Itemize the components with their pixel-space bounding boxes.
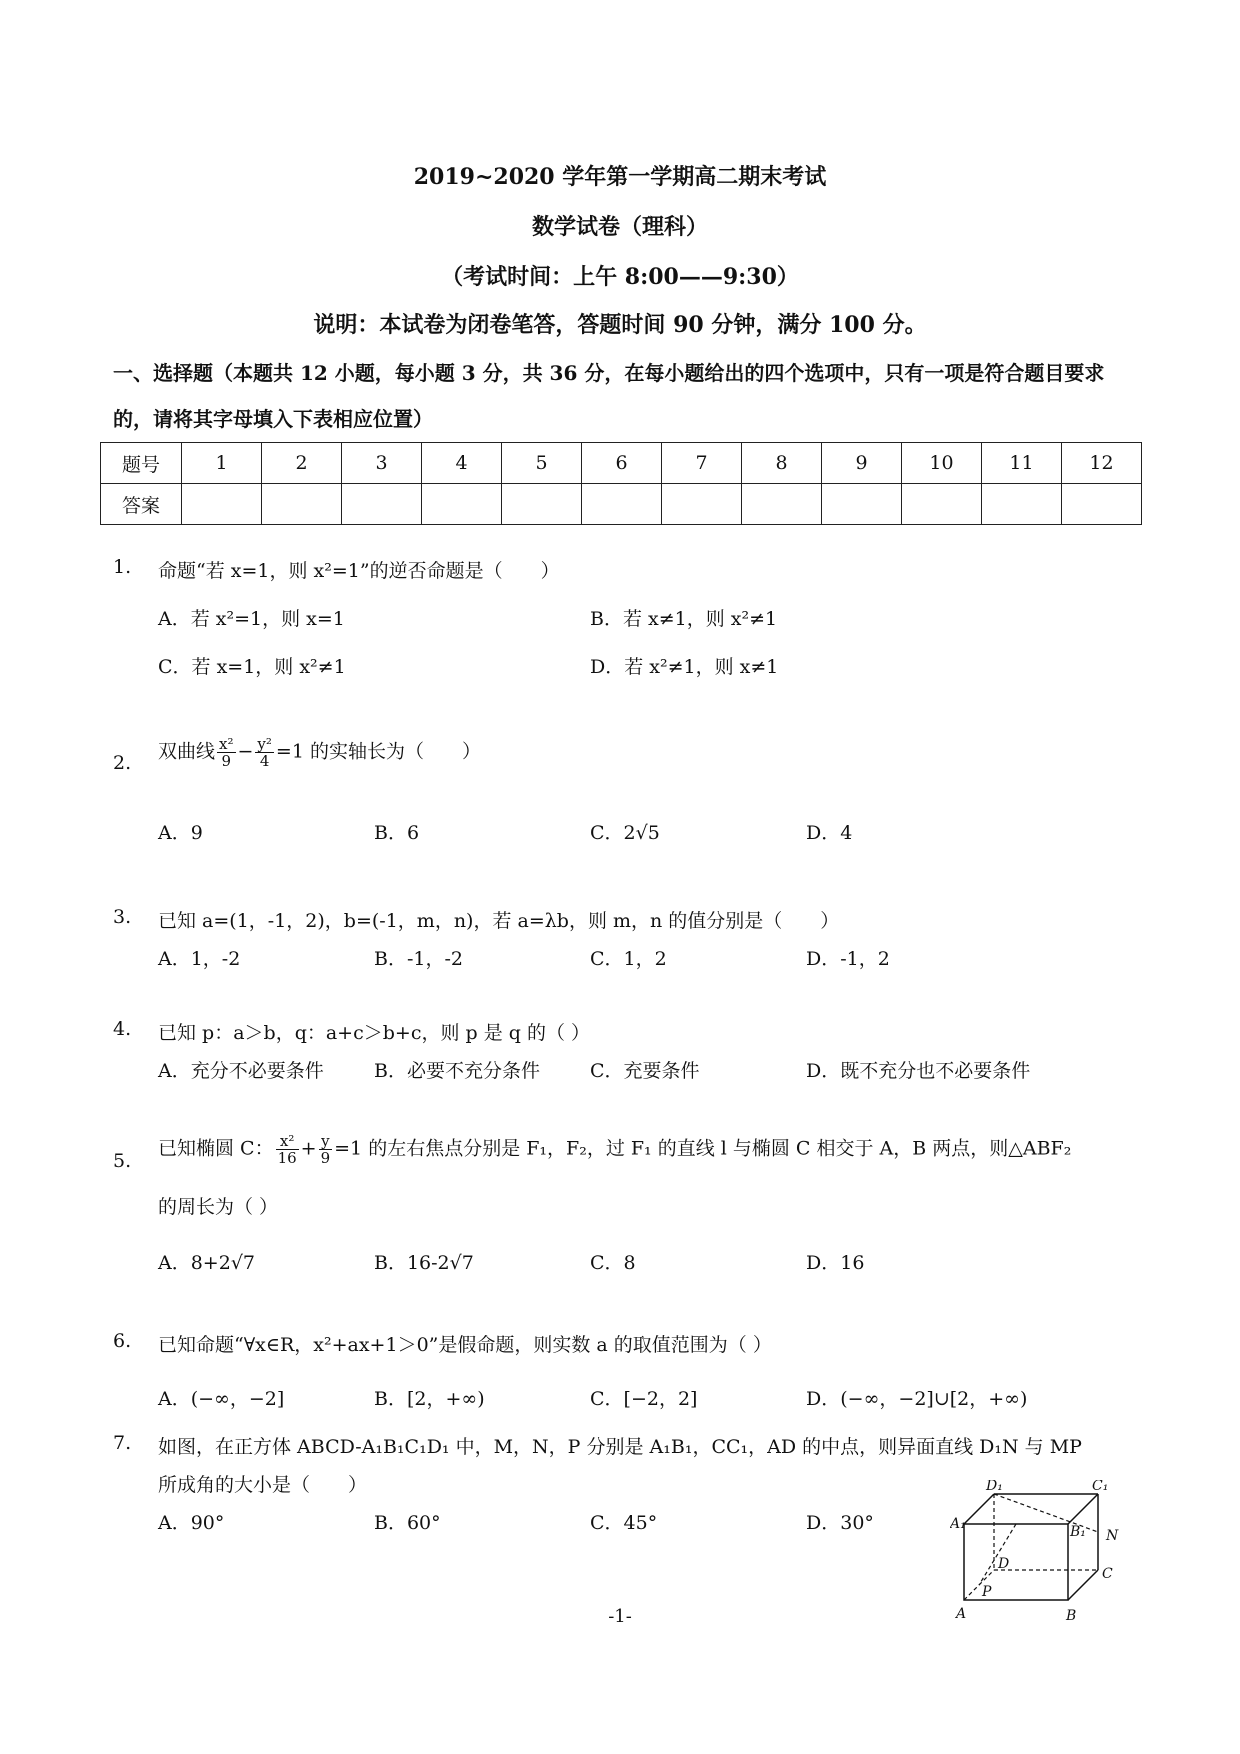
table-row <box>101 443 1142 484</box>
question-number-cell: 11 <box>982 443 1062 484</box>
option-b: B．必要不充分条件 <box>374 1060 540 1082</box>
question-number-cell: 10 <box>902 443 982 484</box>
option-b: B．若 x≠1，则 x²≠1 <box>590 608 778 630</box>
question-number: 7. <box>113 1432 132 1454</box>
option-d: D．既不充分也不必要条件 <box>806 1060 1031 1082</box>
question-number-cell: 1 <box>182 443 262 484</box>
cube-front-face <box>964 1524 1068 1600</box>
question-number: 1. <box>113 556 132 578</box>
label-d: D <box>998 1556 1010 1572</box>
stem-text: 双曲线 <box>158 740 216 763</box>
question-stem <box>158 1133 1071 1166</box>
question-number-cell: 12 <box>1062 443 1142 484</box>
question-number-cell: 6 <box>582 443 662 484</box>
cube-figure <box>950 1480 1130 1625</box>
question-stem: 命题“若 x=1，则 x²=1”的逆否命题是（ ） <box>158 560 560 582</box>
exam-subtitle: 数学试卷（理科） <box>531 214 708 240</box>
option-c: C．8 <box>590 1252 636 1274</box>
segment-mp <box>979 1524 1016 1585</box>
question-number: 4. <box>113 1018 132 1040</box>
option-d: D．4 <box>806 822 853 844</box>
question-number: 3. <box>113 906 132 928</box>
question-stem: 已知 p：a＞b，q：a+c＞b+c，则 p 是 q 的（ ） <box>158 1022 590 1044</box>
numerator: y² <box>257 735 272 753</box>
option-b: B．6 <box>374 822 420 844</box>
option-c: C．1，2 <box>590 948 667 970</box>
option-a: A．1，-2 <box>158 948 241 970</box>
answer-cell[interactable] <box>342 484 422 525</box>
cube-edge <box>1068 1494 1098 1524</box>
operator: + <box>300 1137 317 1160</box>
answer-cell[interactable] <box>902 484 982 525</box>
option-c: C．45° <box>590 1512 658 1534</box>
question-stem-line2: 所成角的大小是（ ） <box>158 1474 368 1496</box>
section-heading: 一、选择题（本题共 12 小题，每小题 3 分，共 36 分，在每小题给出的四个选项中，只有一项是符合题目要求的，请将其字母填入下表相应位置） <box>113 361 1105 431</box>
table-row <box>101 484 1142 525</box>
option-c: C．充要条件 <box>590 1060 700 1082</box>
fraction <box>255 736 274 769</box>
answer-cell[interactable] <box>182 484 262 525</box>
exam-time: （考试时间：上午 8:00——9:30） <box>441 264 799 290</box>
question-stem: 已知 a=(1，-1，2)，b=(-1，m，n)，若 a=λb，则 m，n 的值分别是（ ） <box>158 910 840 932</box>
denominator: 16 <box>277 1149 297 1167</box>
option-d: D．若 x²≠1，则 x≠1 <box>590 656 779 678</box>
cube-edge <box>964 1494 994 1524</box>
row-label: 题号 <box>101 443 182 484</box>
label-b: B <box>1066 1608 1077 1624</box>
cube-edge <box>1068 1570 1098 1600</box>
page-number: -1- <box>608 1606 632 1627</box>
answer-cell[interactable] <box>822 484 902 525</box>
option-a: A．(−∞，−2] <box>158 1388 285 1410</box>
numerator: x² <box>219 735 234 753</box>
answer-cell[interactable] <box>662 484 742 525</box>
answer-cell[interactable] <box>742 484 822 525</box>
question-stem: 已知命题“∀x∈R，x²+ax+1＞0”是假命题，则实数 a 的取值范围为（ ） <box>158 1334 772 1356</box>
option-b: B．-1，-2 <box>374 948 463 970</box>
answer-cell[interactable] <box>262 484 342 525</box>
question-number: 2. <box>113 752 132 774</box>
option-a: A．9 <box>158 822 203 844</box>
question-number-cell: 4 <box>422 443 502 484</box>
stem-text: 已知椭圆 C： <box>158 1137 274 1160</box>
option-d: D．-1，2 <box>806 948 890 970</box>
option-b: B．60° <box>374 1512 441 1534</box>
row-label: 答案 <box>101 484 182 525</box>
label-d1: D₁ <box>986 1480 1003 1494</box>
question-number-cell: 3 <box>342 443 422 484</box>
label-c: C <box>1102 1566 1113 1582</box>
stem-text: =1 的左右焦点分别是 F₁，F₂，过 F₁ 的直线 l 与椭圆 C 相交于 A，B 两点，则△ABF₂ <box>334 1137 1072 1160</box>
option-c: C．若 x=1，则 x²≠1 <box>158 656 346 678</box>
option-a: A．90° <box>158 1512 225 1534</box>
option-c: C．[−2，2] <box>590 1388 698 1410</box>
option-a: A．充分不必要条件 <box>158 1060 324 1082</box>
question-number: 5. <box>113 1150 132 1172</box>
option-d: D．30° <box>806 1512 874 1534</box>
exam-note: 说明：本试卷为闭卷笔答，答题时间 90 分钟，满分 100 分。 <box>313 312 927 338</box>
denominator: 9 <box>221 752 232 770</box>
option-b: B．[2，+∞) <box>374 1388 485 1410</box>
exam-title: 2019~2020 学年第一学期高二期末考试 <box>413 164 827 190</box>
option-b: B．16-2√7 <box>374 1252 474 1274</box>
question-number-cell: 2 <box>262 443 342 484</box>
numerator: x² <box>276 1133 299 1150</box>
answer-cell[interactable] <box>1062 484 1142 525</box>
label-a1: A₁ <box>950 1516 966 1532</box>
answer-cell[interactable] <box>582 484 662 525</box>
fraction <box>217 736 235 769</box>
denominator: 9 <box>320 1149 331 1167</box>
question-stem-line2: 的周长为（ ） <box>158 1196 279 1218</box>
stem-text: =1 的实轴长为（ ） <box>275 740 481 763</box>
answer-cell[interactable] <box>422 484 502 525</box>
question-number-cell: 7 <box>662 443 742 484</box>
denominator: 4 <box>259 752 270 770</box>
option-a: A．若 x²=1，则 x=1 <box>158 608 345 630</box>
question-stem <box>158 736 481 769</box>
answer-table <box>100 442 1142 525</box>
label-a: A <box>956 1606 967 1622</box>
label-b1: B₁ <box>1070 1524 1086 1540</box>
question-number-cell: 8 <box>742 443 822 484</box>
label-p: P <box>982 1584 992 1600</box>
answer-cell[interactable] <box>982 484 1062 525</box>
option-c: C．2√5 <box>590 822 660 844</box>
numerator: y <box>319 1133 333 1150</box>
option-a: A．8+2√7 <box>158 1252 256 1274</box>
question-number: 6. <box>113 1330 132 1352</box>
fraction <box>276 1133 299 1166</box>
option-d: D．16 <box>806 1252 865 1274</box>
operator: − <box>237 740 254 763</box>
label-n: N <box>1106 1528 1119 1544</box>
question-stem: 如图，在正方体 ABCD-A₁B₁C₁D₁ 中，M，N，P 分别是 A₁B₁，CC₁，AD 的中点，则异面直线 D₁N 与 MP <box>158 1436 1082 1458</box>
question-number-cell: 5 <box>502 443 582 484</box>
question-number-cell: 9 <box>822 443 902 484</box>
label-c1: C₁ <box>1092 1480 1109 1494</box>
answer-cell[interactable] <box>502 484 582 525</box>
option-d: D．(−∞，−2]∪[2，+∞) <box>806 1388 1028 1410</box>
fraction <box>319 1133 333 1166</box>
